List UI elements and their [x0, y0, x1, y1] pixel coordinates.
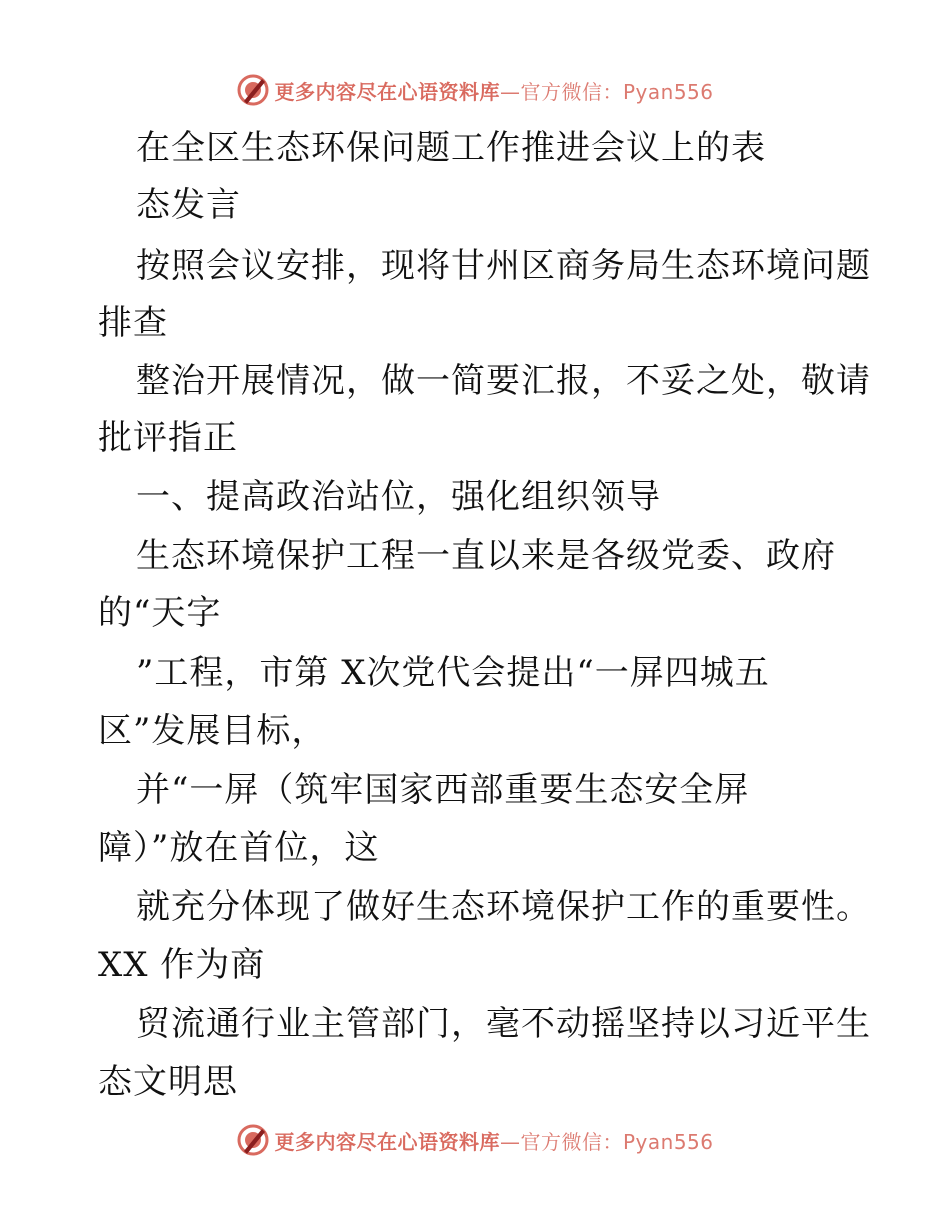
watermark-text: 更多内容尽在心语资料库—官方微信：Pyan556 — [274, 79, 714, 104]
paragraph-line: XX 作为商 — [98, 945, 266, 985]
paragraph-line: 障）”放在首位，这 — [98, 828, 380, 868]
paragraph-line: 贸流通行业主管部门，毫不动摇坚持以习近平生 — [136, 1004, 871, 1044]
watermark-header — [0, 70, 950, 110]
paragraph-line: ”工程，市第 X次党代会提出“一屏四城五 — [136, 653, 770, 693]
paragraph-line: 区”发展目标， — [98, 711, 327, 751]
paragraph-line: 生态环境保护工程一直以来是各级党委、政府 — [136, 536, 836, 576]
document-title-line-1: 在全区生态环保问题工作推进会议上的表 — [136, 128, 766, 168]
paragraph-line: 态文明思 — [98, 1062, 238, 1102]
paragraph-line: 按照会议安排，现将甘州区商务局生态环境问题 — [136, 246, 871, 286]
watermark-footer — [0, 1120, 950, 1160]
paragraph-line: 就充分体现了做好生态环境保护工作的重要性。 — [136, 887, 871, 927]
paragraph-line: 并“一屏（筑牢国家西部重要生态安全屏 — [136, 770, 750, 810]
paragraph-line: 批评指正 — [98, 418, 238, 458]
document-title-line-2: 态发言 — [136, 185, 241, 225]
paragraph-line: 排查 — [98, 303, 168, 343]
section-heading: 一、提高政治站位，强化组织领导 — [136, 477, 661, 517]
paragraph-line: 的“天字 — [98, 593, 222, 633]
feather-pen-icon — [236, 1123, 270, 1157]
watermark-text: 更多内容尽在心语资料库—官方微信：Pyan556 — [274, 1129, 714, 1154]
paragraph-line: 整治开展情况，做一简要汇报，不妥之处，敬请 — [136, 361, 871, 401]
feather-pen-icon — [236, 73, 270, 107]
